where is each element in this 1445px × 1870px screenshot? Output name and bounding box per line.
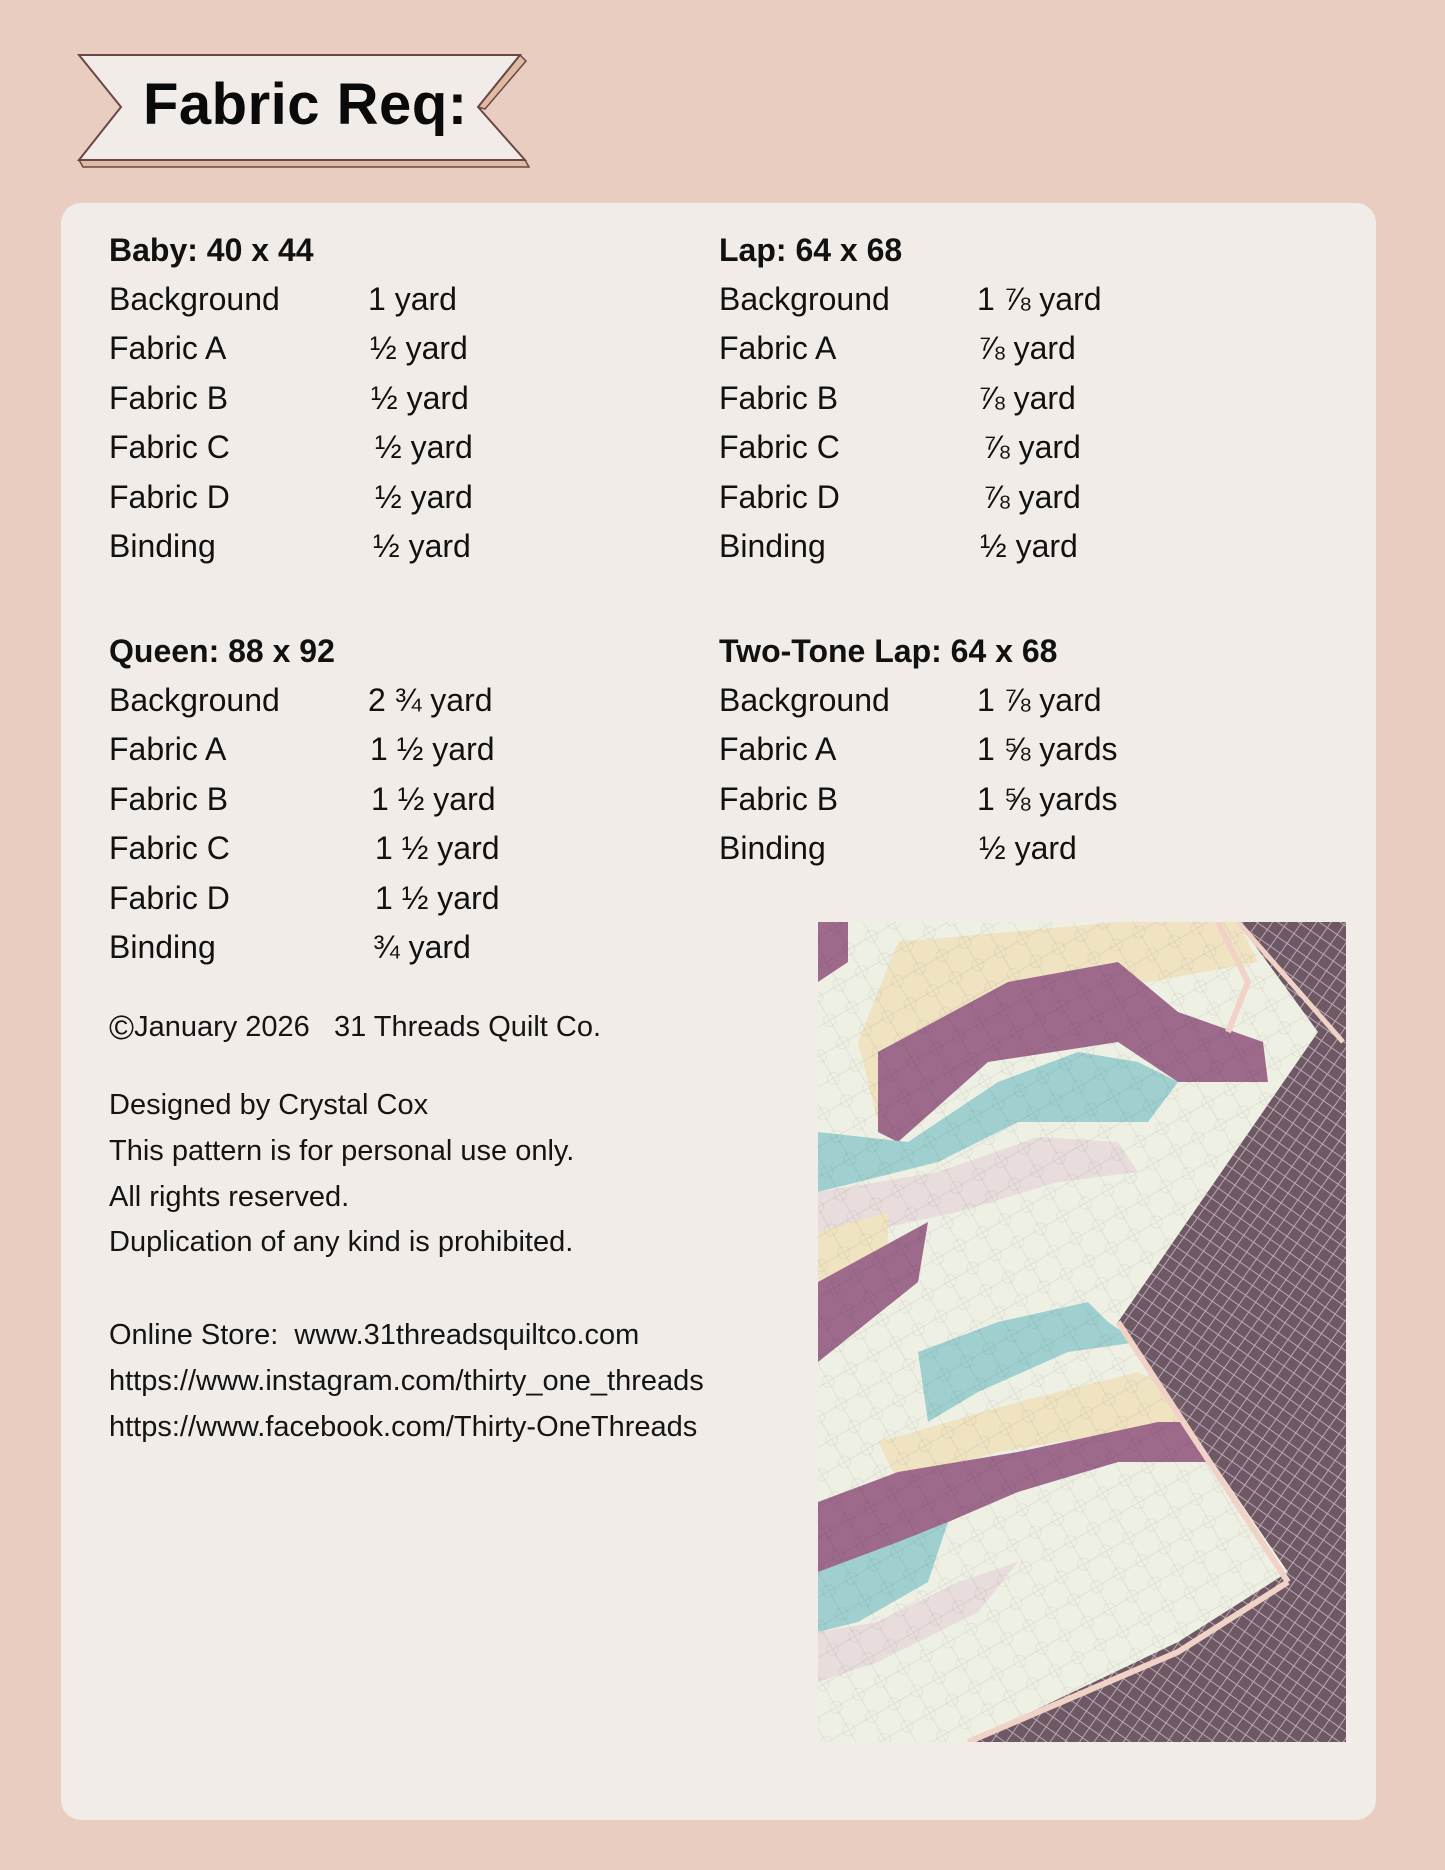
- section-baby: [109, 230, 609, 570]
- fabric-requirements-card: [61, 203, 1376, 1820]
- fabric-label: Fabric D: [109, 880, 230, 916]
- fabric-label: Fabric B: [109, 781, 229, 817]
- section-header: Two-Tone Lap: 64 x 68: [719, 633, 1058, 669]
- fabric-amount: ⅞ yard: [983, 479, 1081, 515]
- fabric-label: Background: [719, 682, 890, 718]
- fabric-label: Fabric B: [719, 781, 839, 817]
- fabric-amount: ¾ yard: [373, 929, 471, 965]
- fabric-label: Fabric A: [109, 330, 227, 366]
- fabric-label: Binding: [719, 830, 826, 866]
- fabric-label: Background: [719, 281, 890, 317]
- fabric-amount: 2 ¾ yard: [368, 682, 493, 718]
- title-banner: [75, 50, 535, 172]
- section-header: Lap: 64 x 68: [719, 232, 903, 268]
- fabric-label: Fabric C: [109, 830, 230, 866]
- fabric-amount: 1 ½ yard: [371, 781, 496, 817]
- quilt-image-icon: [818, 922, 1346, 1742]
- fabric-label: Fabric A: [719, 731, 837, 767]
- fabric-label: Fabric C: [109, 429, 230, 465]
- facebook-link[interactable]: https://www.facebook.com/Thirty-OneThreads: [109, 1411, 698, 1443]
- fabric-amount: ½ yard: [370, 330, 468, 366]
- fabric-amount: 1 ½ yard: [370, 731, 495, 767]
- copyright-text: January 2026 31 Threads Quilt Co.: [134, 1011, 602, 1043]
- fabric-label: Binding: [109, 929, 216, 965]
- fabric-label: Binding: [109, 528, 216, 564]
- fabric-amount: 1 ⅞ yard: [977, 682, 1102, 718]
- section-two-tone-lap: [719, 631, 1219, 881]
- copyright-line: [109, 1009, 601, 1045]
- fabric-amount: 1 ½ yard: [375, 830, 500, 866]
- duplication-notice: Duplication of any kind is prohibited.: [109, 1226, 574, 1258]
- fabric-label: Binding: [719, 528, 826, 564]
- fabric-amount: 1 ⅞ yard: [977, 281, 1102, 317]
- fabric-label: Fabric B: [719, 380, 839, 416]
- rights-notice: All rights reserved.: [109, 1181, 350, 1213]
- page-title: Fabric Req:: [143, 72, 468, 137]
- fabric-amount: ⅞ yard: [978, 330, 1076, 366]
- fabric-label: Fabric D: [109, 479, 230, 515]
- section-lap: [719, 230, 1219, 570]
- instagram-link[interactable]: https://www.instagram.com/thirty_one_threads: [109, 1365, 704, 1397]
- designer-credit: Designed by Crystal Cox: [109, 1089, 429, 1121]
- fabric-amount: 1 ⅝ yards: [977, 731, 1118, 767]
- fabric-amount: ½ yard: [373, 528, 471, 564]
- quilt-photo: [818, 922, 1346, 1742]
- section-header: Queen: 88 x 92: [109, 633, 335, 669]
- fabric-amount: ½ yard: [980, 528, 1078, 564]
- fabric-amount: ½ yard: [375, 479, 473, 515]
- online-store-link[interactable]: Online Store: www.31threadsquiltco.com: [109, 1319, 640, 1351]
- fabric-amount: 1 ⅝ yards: [977, 781, 1118, 817]
- fabric-amount: 1 ½ yard: [375, 880, 500, 916]
- fabric-amount: 1 yard: [368, 281, 457, 317]
- fabric-label: Fabric C: [719, 429, 840, 465]
- fabric-amount: ½ yard: [375, 429, 473, 465]
- fabric-amount: ⅞ yard: [983, 429, 1081, 465]
- section-header: Baby: 40 x 44: [109, 232, 314, 268]
- copyright-icon: ©: [109, 1009, 135, 1047]
- section-queen: [109, 631, 609, 971]
- fabric-label: Background: [109, 281, 280, 317]
- fabric-label: Fabric D: [719, 479, 840, 515]
- personal-use-notice: This pattern is for personal use only.: [109, 1135, 575, 1167]
- fabric-amount: ⅞ yard: [978, 380, 1076, 416]
- fabric-label: Fabric B: [109, 380, 229, 416]
- fabric-label: Background: [109, 682, 280, 718]
- fabric-label: Fabric A: [109, 731, 227, 767]
- fabric-label: Fabric A: [719, 330, 837, 366]
- fabric-amount: ½ yard: [371, 380, 469, 416]
- fabric-amount: ½ yard: [979, 830, 1077, 866]
